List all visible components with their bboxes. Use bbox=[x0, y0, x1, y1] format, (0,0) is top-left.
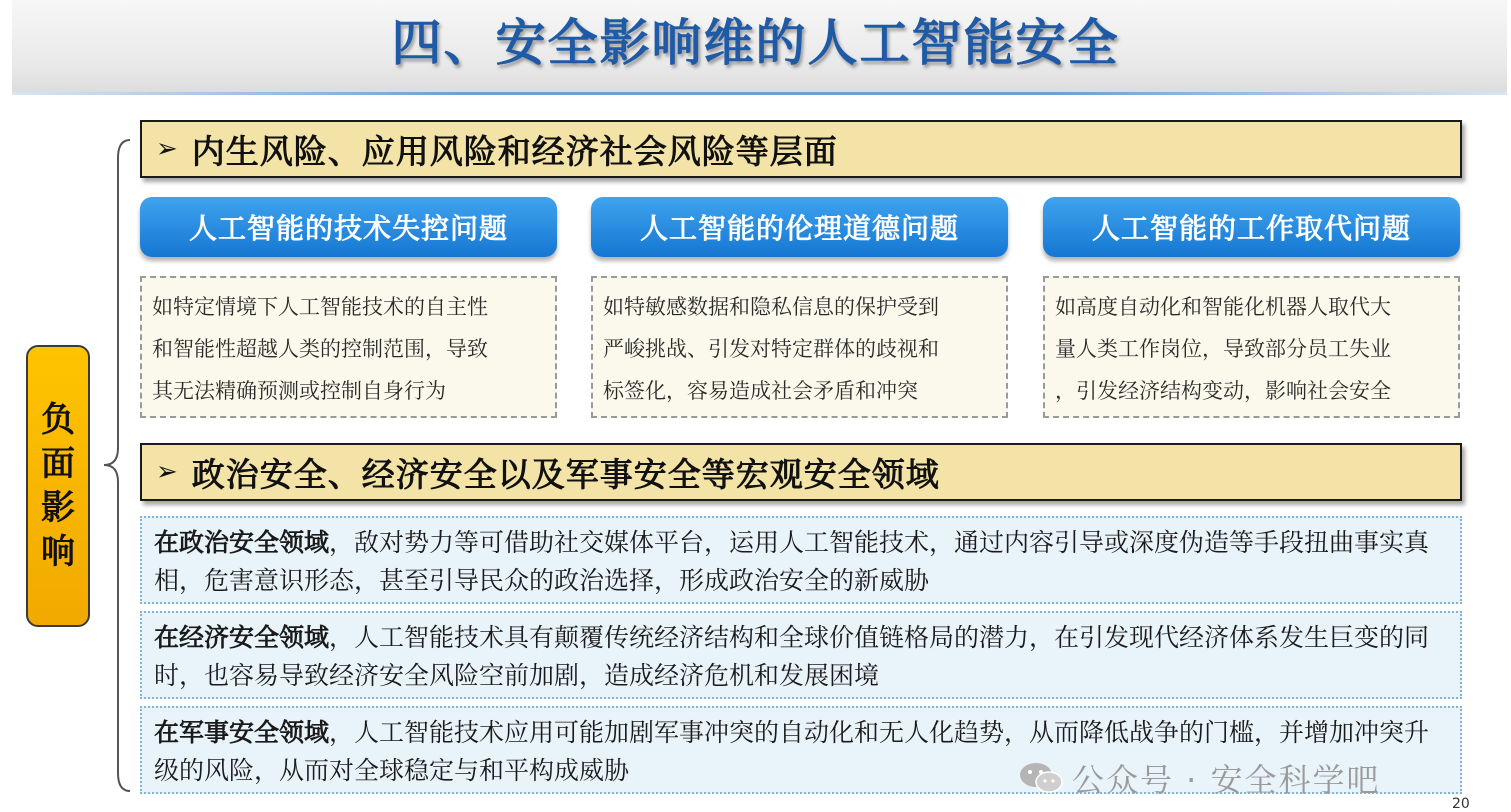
domain-text: ，人工智能技术具有颠覆传统经济结构和全球价值链格局的潜力，在引发现代经济体系发生巨变的同时，也容易导致经济安全风险空前加剧，造成经济危机和发展困境 bbox=[154, 623, 1430, 690]
page-number: 20 bbox=[1452, 796, 1470, 812]
description-line: 如特定情境下人工智能技术的自主性 bbox=[152, 295, 488, 319]
topic-description bbox=[591, 276, 1008, 418]
page-title: 四、安全影响维的人工智能安全 bbox=[391, 14, 1120, 72]
section-heading: 政治安全、经济安全以及军事安全等宏观安全领域 bbox=[191, 454, 940, 494]
description-line: 量人类工作岗位，导致部分员工失业 bbox=[1055, 337, 1391, 361]
description-line: 其无法精确预测或控制自身行为 bbox=[152, 379, 446, 403]
description-line: 和智能性超越人类的控制范围，导致 bbox=[152, 337, 488, 361]
domain-title: 在经济安全领域 bbox=[154, 623, 330, 652]
description-line: 如高度自动化和智能化机器人取代大 bbox=[1055, 295, 1391, 319]
watermark bbox=[1018, 755, 1381, 801]
topic-description bbox=[140, 276, 557, 418]
arrow-bullet-icon: ➢ bbox=[156, 457, 178, 487]
description-line: 如特敏感数据和隐私信息的保护受到 bbox=[603, 295, 939, 319]
title-underline bbox=[12, 92, 1507, 95]
wechat-icon bbox=[1018, 761, 1064, 795]
side-label-char: 影 bbox=[41, 488, 75, 528]
description-line: ，引发经济结构变动，影响社会安全 bbox=[1055, 379, 1391, 403]
section-header-risk-levels bbox=[140, 120, 1462, 178]
side-label-char: 面 bbox=[41, 444, 75, 484]
section-header-macro-security bbox=[140, 443, 1462, 501]
side-label-char: 负 bbox=[41, 400, 75, 440]
topic-pill-tech-loss-of-control: 人工智能的技术失控问题 bbox=[140, 197, 557, 257]
domain-title: 在军事安全领域 bbox=[154, 718, 330, 747]
topic-description bbox=[1043, 276, 1460, 418]
arrow-bullet-icon: ➢ bbox=[156, 134, 178, 164]
domain-economic-security bbox=[140, 611, 1462, 699]
description-line: 严峻挑战、引发对特定群体的歧视和 bbox=[603, 337, 939, 361]
section-heading: 内生风险、应用风险和经济社会风险等层面 bbox=[191, 131, 838, 171]
side-label-char: 响 bbox=[41, 532, 75, 572]
watermark-text: 公众号 · 安全科学吧 bbox=[1072, 761, 1381, 799]
description-line: 标签化，容易造成社会矛盾和冲突 bbox=[603, 379, 918, 403]
domain-political-security bbox=[140, 516, 1462, 604]
domain-text: ，敌对势力等可借助社交媒体平台，运用人工智能技术，通过内容引导或深度伪造等手段扭曲事实真相，危害意识形态，甚至引导民众的政治选择，形成政治安全的新威胁 bbox=[154, 528, 1430, 595]
negative-impact-label bbox=[26, 345, 90, 627]
domain-title: 在政治安全领域 bbox=[154, 528, 330, 557]
left-brace bbox=[96, 138, 136, 793]
domain-text: ，人工智能技术应用可能加剧军事冲突的自动化和无人化趋势，从而降低战争的门槛，并增加冲突升级的风险，从而对全球稳定与和平构成威胁 bbox=[154, 718, 1430, 785]
topic-pill-job-replacement: 人工智能的工作取代问题 bbox=[1043, 197, 1460, 257]
topic-pill-ethics: 人工智能的伦理道德问题 bbox=[591, 197, 1008, 257]
